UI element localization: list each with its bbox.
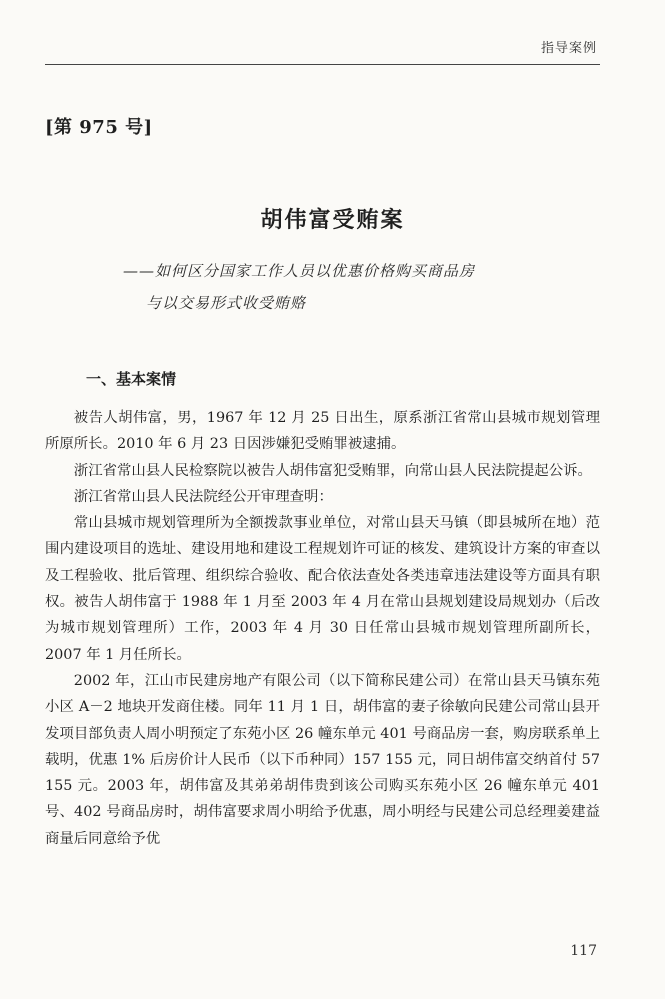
subtitle-line-2: 与以交易形式收受贿赂 — [146, 294, 307, 312]
paragraph: 浙江省常山县人民法院经公开审理查明： — [73, 488, 333, 505]
page-number: 117 — [570, 943, 597, 959]
paragraph: 2002 年，江山市民建房地产有限公司（以下简称民建公司）在常山县天马镇东苑小区 A－2 地块开发商住楼。同年 11 月 1 日，胡伟富的妻子徐敏向民建公司常山县开发项目部负责人周小明预定了东苑小区 26 幢东单元 401 号商品房一套，购房联系单上载明，优惠 1% 后房价计人民币（以下币种同）157 155 元，同日胡伟富交纳首付 57 155 元。2003 年，胡伟富及其弟弟胡伟贵到该公司购买东苑小区 26 幢东单元 401 号、402 号商品房时，胡伟富要求周小明给予优惠，周小明经与民建公司总经理姜建益商量后同意给予优 — [45, 672, 600, 847]
header-rule — [45, 64, 600, 65]
paragraph: 常山县城市规划管理所为全额拨款事业单位，对常山县天马镇（即县城所在地）范围内建设项目的选址、建设用地和建设工程规划许可证的核发、建筑设计方案的审查以及工程验收、批后管理、组织综合验收、配合依法查处各类违章违法建设等方面具有职权。被告人胡伟富于 1988 年 1 月至 2003 年 4 月在常山县规划建设局规划办（后改为城市规划管理所）工作，2003 年 4 月 30 日任常山县城市规划管理所副所长，2007 年 1 月任所长。 — [45, 515, 600, 663]
section-heading: 一、基本案情 — [86, 370, 177, 388]
case-number: [第 975 号] — [45, 117, 153, 138]
paragraph: 浙江省常山县人民检察院以被告人胡伟富犯受贿罪，向常山县人民法院提起公诉。 — [73, 462, 592, 479]
case-title: 胡伟富受贿案 — [260, 207, 405, 233]
subtitle-line-1: ——如何区分国家工作人员以优惠价格购买商品房 — [123, 262, 476, 280]
body-text — [45, 405, 600, 852]
paragraph: 被告人胡伟富，男，1967 年 12 月 25 日出生，原系浙江省常山县城市规划管理所原所长。2010 年 6 月 23 日因涉嫌犯受贿罪被逮捕。 — [45, 410, 600, 453]
running-head: 指导案例 — [540, 41, 597, 56]
